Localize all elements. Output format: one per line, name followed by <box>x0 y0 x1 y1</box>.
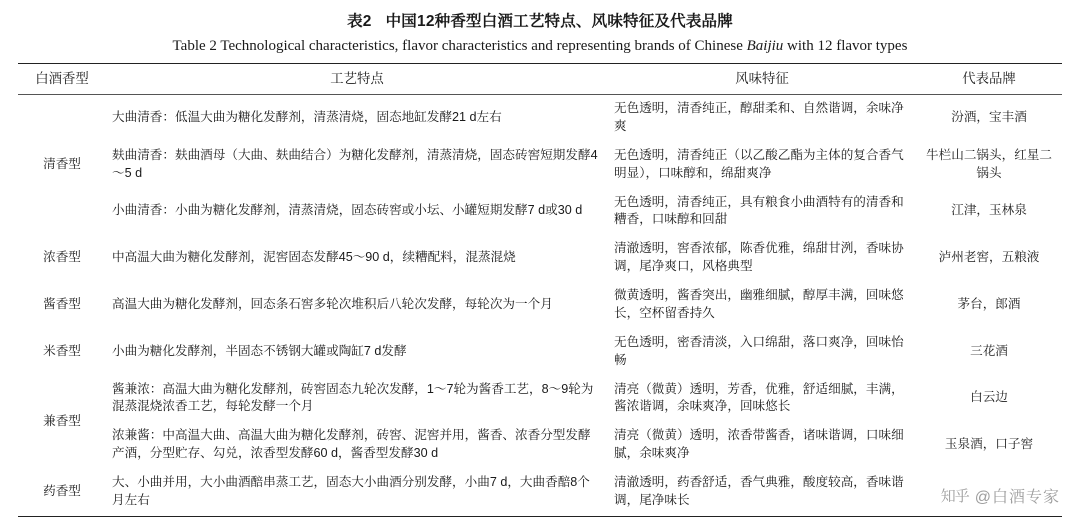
cell-process: 酱兼浓：高温大曲为糖化发酵剂，砖窖固态九轮次发酵，1～7轮为酱香工艺，8～9轮为混蒸混烧浓香工艺，每轮发酵一个月 <box>112 381 594 414</box>
watermark-username: @白酒专家 <box>974 489 1060 506</box>
table-row <box>18 469 1062 516</box>
cell-flavor: 无色透明，密香清淡，入口绵甜，落口爽净，回味怡畅 <box>614 334 904 367</box>
column-header-brand: 代表品牌 <box>962 71 1016 86</box>
table-row <box>18 329 1062 376</box>
cell-flavor: 无色透明，清香纯正，具有粮食小曲酒特有的清香和糟香，口味醇和回甜 <box>614 194 904 227</box>
cell-flavor: 无色透明，清香纯正（以乙酸乙酯为主体的复合香气明显），口味醇和，绵甜爽净 <box>614 147 904 180</box>
table-title-en-part1: Table 2 Technological characteristics, flavor characteristics and representing brands of Chinese <box>172 38 747 54</box>
zhihu-logo-icon: 知乎 <box>940 488 969 505</box>
column-header-type: 白酒香型 <box>35 71 89 86</box>
cell-process: 小曲清香：小曲为糖化发酵剂，清蒸清烧，固态砖窖或小坛、小罐短期发酵7 d或30 d <box>112 203 583 218</box>
table-title-en-part2: with 12 flavor types <box>783 38 908 54</box>
table-caption-cn <box>18 9 1062 31</box>
cell-brand: 三花酒 <box>970 343 1008 358</box>
table-row <box>18 422 1062 469</box>
cell-flavor: 无色透明，清香纯正，醇甜柔和、自然谐调，余味净爽 <box>614 101 904 133</box>
cell-type: 药香型 <box>43 483 81 498</box>
cell-process: 小曲为糖化发酵剂，半固态不锈钢大罐或陶缸7 d发酵 <box>112 343 407 358</box>
cell-type: 兼香型 <box>43 413 81 428</box>
cell-brand: 江津，玉林泉 <box>951 203 1027 218</box>
table-row <box>18 142 1062 189</box>
cell-type: 清香型 <box>43 156 81 171</box>
cell-type: 酱香型 <box>43 296 81 311</box>
cell-brand: 牛栏山二锅头，红星二锅头 <box>926 147 1052 180</box>
cell-flavor: 清亮（微黄）透明，浓香带酱香，诸味谐调，口味细腻，余味爽净 <box>614 428 904 461</box>
flavor-types-table <box>18 63 1062 517</box>
table-title-en-italic: Baijiu <box>746 38 784 54</box>
cell-type: 米香型 <box>43 343 81 358</box>
table-number: 表2 <box>347 13 372 30</box>
cell-flavor: 微黄透明，酱香突出，幽雅细腻，醇厚丰满，回味悠长，空杯留香持久 <box>614 288 904 320</box>
cell-process: 大、小曲并用，大小曲酒醅串蒸工艺，固态大小曲酒分别发酵，小曲7 d，大曲香醅8个月左右 <box>112 475 590 507</box>
cell-brand: 汾酒，宝丰酒 <box>951 109 1027 124</box>
table-row <box>18 282 1062 329</box>
table-title-cn: 中国12种香型白酒工艺特点、风味特征及代表品牌 <box>385 13 733 30</box>
cell-process: 麸曲清香：麸曲酒母（大曲、麸曲结合）为糖化发酵剂，清蒸清烧，固态砖窖短期发酵4～5 d <box>112 147 598 180</box>
column-header-process: 工艺特点 <box>330 71 384 86</box>
column-header-flavor: 风味特征 <box>735 71 789 86</box>
table-caption-en <box>18 38 1062 55</box>
watermark <box>941 484 1060 507</box>
table-row <box>18 95 1062 142</box>
table-header <box>18 64 1062 95</box>
cell-flavor: 清亮（微黄）透明，芳香，优雅，舒适细腻，丰满，酱浓谐调，余味爽净，回味悠长 <box>614 381 904 414</box>
cell-process: 中高温大曲为糖化发酵剂，泥窖固态发酵45～90 d，续糟配料，混蒸混烧 <box>112 250 516 265</box>
cell-brand: 茅台，郎酒 <box>957 296 1021 311</box>
cell-brand: 白云边 <box>970 390 1008 405</box>
cell-flavor: 清澈透明，窖香浓郁，陈香优雅，绵甜甘洌，香味协调，尾净爽口，风格典型 <box>614 241 904 274</box>
cell-process: 高温大曲为糖化发酵剂，回态条石窖多轮次堆积后八轮次发酵，每轮次为一个月 <box>112 296 553 311</box>
table-row <box>18 189 1062 236</box>
cell-brand: 泸州老窖，五粮液 <box>938 250 1040 265</box>
cell-process: 大曲清香：低温大曲为糖化发酵剂，清蒸清烧，固态地缸发酵21 d左右 <box>112 109 502 124</box>
table-row <box>18 376 1062 423</box>
cell-type: 浓香型 <box>43 250 81 265</box>
cell-flavor: 清澈透明，药香舒适，香气典雅，酸度较高，香味谐调，尾净味长 <box>614 475 904 507</box>
cell-brand: 玉泉酒，口子窖 <box>944 437 1034 452</box>
table-body <box>18 95 1062 517</box>
table-row <box>18 235 1062 282</box>
cell-process: 浓兼酱：中高温大曲、高温大曲为糖化发酵剂，砖窖、泥窖并用，酱香、浓香分型发酵产酒，分型贮存、勾兑，浓香型发酵60 d，酱香型发酵30 d <box>112 428 591 461</box>
table-header-row <box>18 64 1062 95</box>
